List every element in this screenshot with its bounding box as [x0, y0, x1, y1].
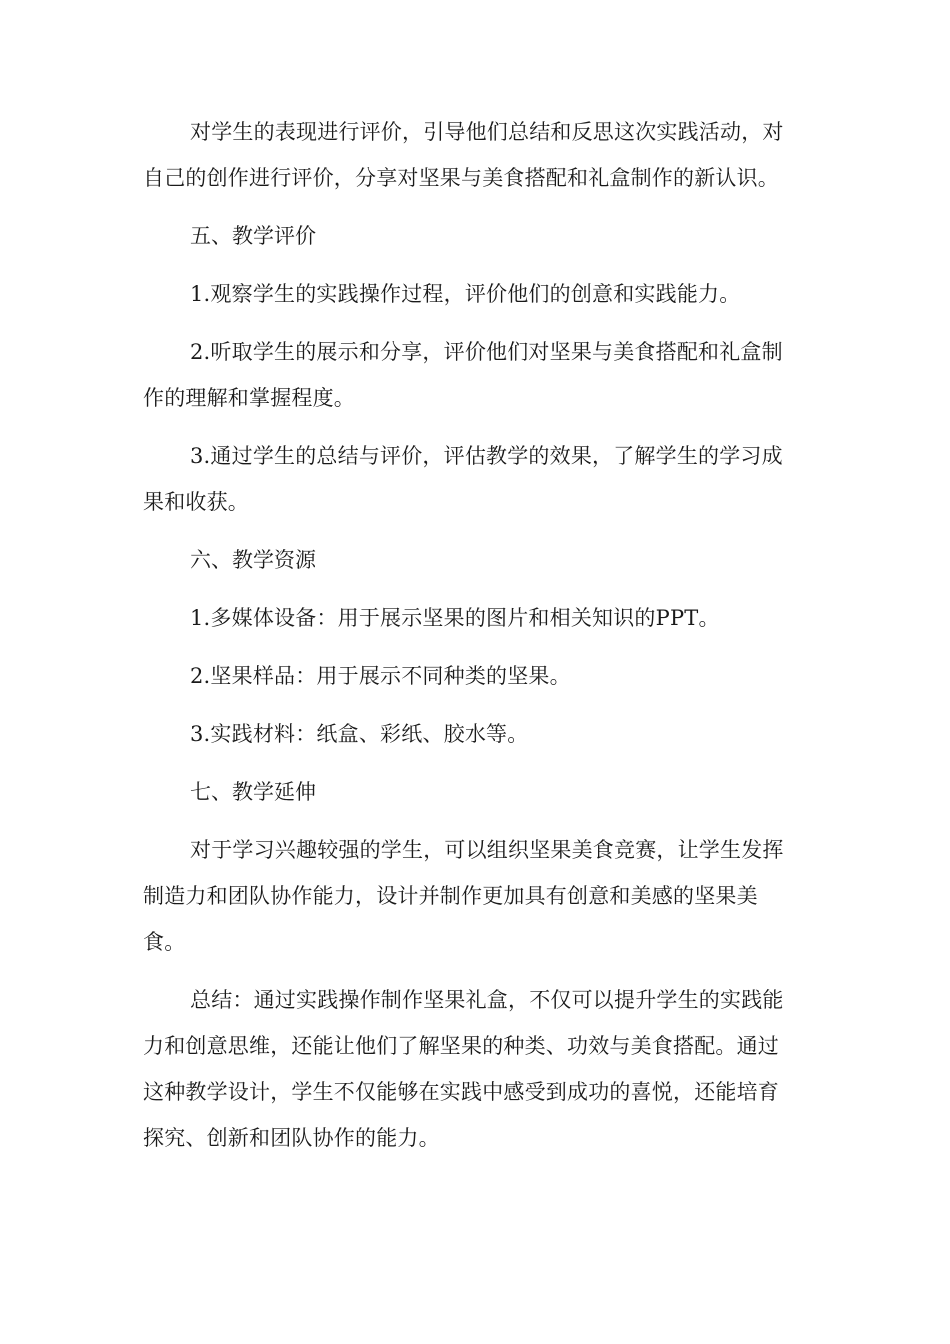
paragraph-summary: 总结：通过实践操作制作坚果礼盒，不仅可以提升学生的实践能力和创意思维，还能让他们了解坚果的种类、功效与美食搭配。通过这种教学设计，学生不仅能够在实践中感受到成功的喜悦，还能培育探究、创新和团队协作的能力。 — [143, 988, 784, 1150]
list-item-resource-3: 3.实践材料：纸盒、彩纸、胶水等。 — [190, 722, 529, 746]
paragraph-evaluation-intro: 对学生的表现进行评价，引导他们总结和反思这次实践活动，对自己的创作进行评价，分享对坚果与美食搭配和礼盒制作的新认识。 — [143, 120, 784, 190]
list-item-evaluation-1: 1.观察学生的实践操作过程，评价他们的创意和实践能力。 — [190, 282, 741, 306]
section-heading-teaching-resources: 六、教学资源 — [190, 548, 316, 572]
list-item-evaluation-3: 3.通过学生的总结与评价，评估教学的效果，了解学生的学习成果和收获。 — [143, 444, 783, 514]
section-heading-teaching-evaluation: 五、教学评价 — [190, 224, 316, 248]
document-body — [143, 109, 798, 1173]
list-item-resource-1: 1.多媒体设备：用于展示坚果的图片和相关知识的PPT。 — [190, 606, 720, 630]
list-item-resource-2: 2.坚果样品：用于展示不同种类的坚果。 — [190, 664, 571, 688]
section-heading-teaching-extension: 七、教学延伸 — [190, 780, 316, 804]
list-item-evaluation-2: 2.听取学生的展示和分享，评价他们对坚果与美食搭配和礼盒制作的理解和掌握程度。 — [143, 340, 783, 410]
paragraph-extension: 对于学习兴趣较强的学生，可以组织坚果美食竞赛，让学生发挥制造力和团队协作能力，设计并制作更加具有创意和美感的坚果美食。 — [143, 838, 784, 954]
